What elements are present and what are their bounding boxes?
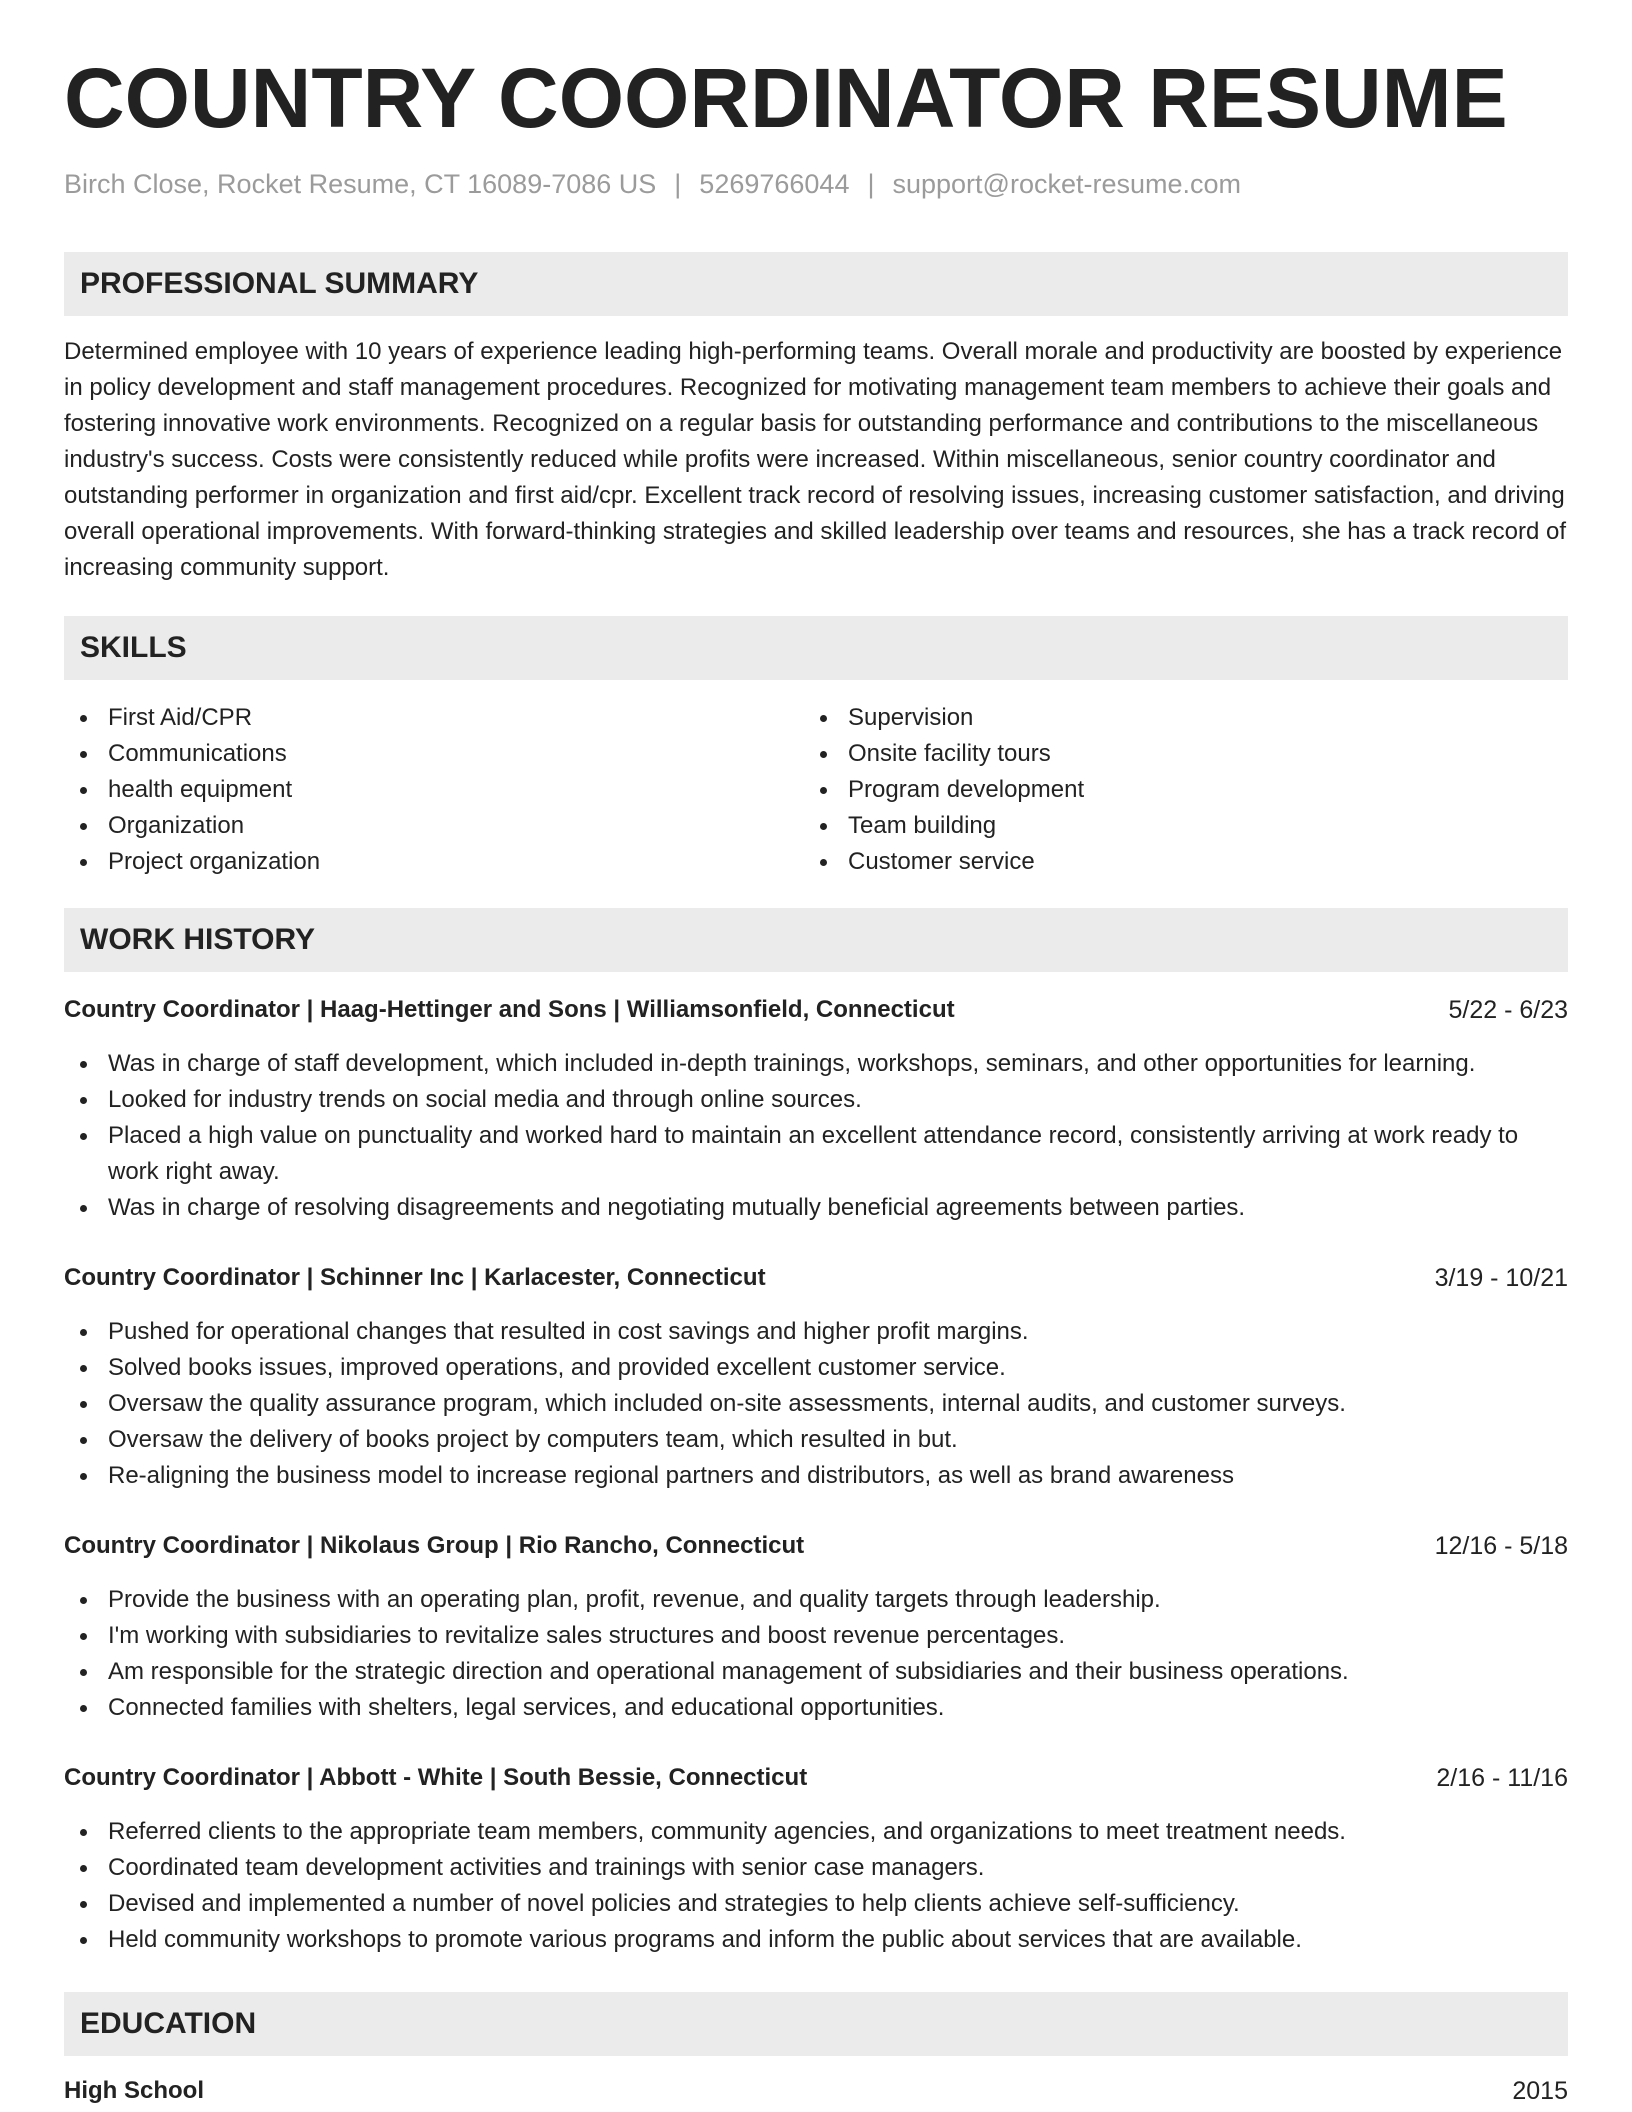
skills-list-left xyxy=(64,700,764,880)
job-title: Country Coordinator | Haag-Hettinger and Sons | Williamsonfield, Connecticut xyxy=(64,996,955,1023)
skill-item: Program development xyxy=(804,772,1504,808)
contact-email: support@rocket-resume.com xyxy=(892,169,1242,199)
job-bullets xyxy=(64,1814,1568,1958)
job-dates: 12/16 - 5/18 xyxy=(1434,1532,1568,1560)
summary-section-header xyxy=(64,252,1568,316)
skill-item: First Aid/CPR xyxy=(64,700,764,736)
skills-heading: SKILLS xyxy=(80,631,187,664)
job-bullet: Was in charge of resolving disagreements and negotiating mutually beneficial agreements between parties. xyxy=(64,1190,1568,1226)
education-year: 2015 xyxy=(1512,2077,1568,2105)
job-bullet: Referred clients to the appropriate team members, community agencies, and organizations to meet treatment needs. xyxy=(64,1814,1568,1850)
education-degree: High School xyxy=(64,2077,204,2104)
work-section-header xyxy=(64,908,1568,972)
job-bullet: Am responsible for the strategic direction and operational management of subsidiaries and their business operations. xyxy=(64,1654,1568,1690)
job-bullet: Was in charge of staff development, which included in-depth trainings, workshops, seminars, and other opportunities for learning. xyxy=(64,1046,1568,1082)
skill-item: Onsite facility tours xyxy=(804,736,1504,772)
job-title: Country Coordinator | Nikolaus Group | Rio Rancho, Connecticut xyxy=(64,1532,805,1559)
job-bullet: Placed a high value on punctuality and worked hard to maintain an excellent attendance record, consistently arriving at work ready to work right away. xyxy=(64,1118,1568,1190)
job-bullet: Held community workshops to promote various programs and inform the public about services that are available. xyxy=(64,1922,1568,1958)
job-bullet: Oversaw the delivery of books project by computers team, which resulted in but. xyxy=(64,1422,1568,1458)
job-bullet: Coordinated team development activities and trainings with senior case managers. xyxy=(64,1850,1568,1886)
skills-section-header xyxy=(64,616,1568,680)
summary-text: Determined employee with 10 years of experience leading high-performing teams. Overall morale and productivity are boosted by experience in policy development and staff management procedures. Recognized for motivating management team members to achieve their goals and fostering innovative work environments. Recognized on a regular basis for outstanding performance and contributions to the miscellaneous industry's success. Costs were consistently reduced while profits were increased. Within miscellaneous, senior country coordinator and outstanding performer in organization and first aid/cpr. Excellent track record of resolving issues, increasing customer satisfaction, and driving overall operational improvements. With forward-thinking strategies and skilled leadership over teams and resources, she has a track record of increasing community support. xyxy=(64,338,1567,581)
summary-heading: PROFESSIONAL SUMMARY xyxy=(80,267,479,300)
resume-title: COUNTRY COORDINATOR RESUME xyxy=(64,51,1508,145)
job-dates: 5/22 - 6/23 xyxy=(1448,996,1568,1024)
contact-separator: | xyxy=(674,169,682,199)
contact-line xyxy=(64,168,1241,200)
skill-item: health equipment xyxy=(64,772,764,808)
job-dates: 3/19 - 10/21 xyxy=(1434,1264,1568,1292)
work-heading: WORK HISTORY xyxy=(80,923,316,956)
job-bullet: Solved books issues, improved operations, and provided excellent customer service. xyxy=(64,1350,1568,1386)
contact-address: Birch Close, Rocket Resume, CT 16089-7086 US xyxy=(64,169,657,199)
contact-phone: 5269766044 xyxy=(699,169,850,199)
skills-list-right xyxy=(804,700,1504,880)
job-bullet: Pushed for operational changes that resulted in cost savings and higher profit margins. xyxy=(64,1314,1568,1350)
job-bullet: Connected families with shelters, legal services, and educational opportunities. xyxy=(64,1690,1568,1726)
education-heading: EDUCATION xyxy=(80,2007,257,2040)
skill-item: Supervision xyxy=(804,700,1504,736)
job-title: Country Coordinator | Schinner Inc | Karlacester, Connecticut xyxy=(64,1264,766,1291)
contact-separator: | xyxy=(867,169,875,199)
job-bullet: Provide the business with an operating plan, profit, revenue, and quality targets through leadership. xyxy=(64,1582,1568,1618)
job-dates: 2/16 - 11/16 xyxy=(1436,1764,1568,1792)
skill-item: Project organization xyxy=(64,844,764,880)
skill-item: Organization xyxy=(64,808,764,844)
skill-item: Customer service xyxy=(804,844,1504,880)
job-bullets xyxy=(64,1046,1568,1226)
skill-item: Communications xyxy=(64,736,764,772)
skill-item: Team building xyxy=(804,808,1504,844)
job-bullet: I'm working with subsidiaries to revitalize sales structures and boost revenue percentages. xyxy=(64,1618,1568,1654)
job-bullets xyxy=(64,1314,1568,1494)
job-bullet: Re-aligning the business model to increase regional partners and distributors, as well as brand awareness xyxy=(64,1458,1568,1494)
job-bullet: Devised and implemented a number of novel policies and strategies to help clients achieve self-sufficiency. xyxy=(64,1886,1568,1922)
job-bullet: Looked for industry trends on social media and through online sources. xyxy=(64,1082,1568,1118)
education-section-header xyxy=(64,1992,1568,2056)
job-bullet: Oversaw the quality assurance program, which included on-site assessments, internal audits, and customer surveys. xyxy=(64,1386,1568,1422)
job-bullets xyxy=(64,1582,1568,1726)
job-title: Country Coordinator | Abbott - White | South Bessie, Connecticut xyxy=(64,1764,808,1791)
